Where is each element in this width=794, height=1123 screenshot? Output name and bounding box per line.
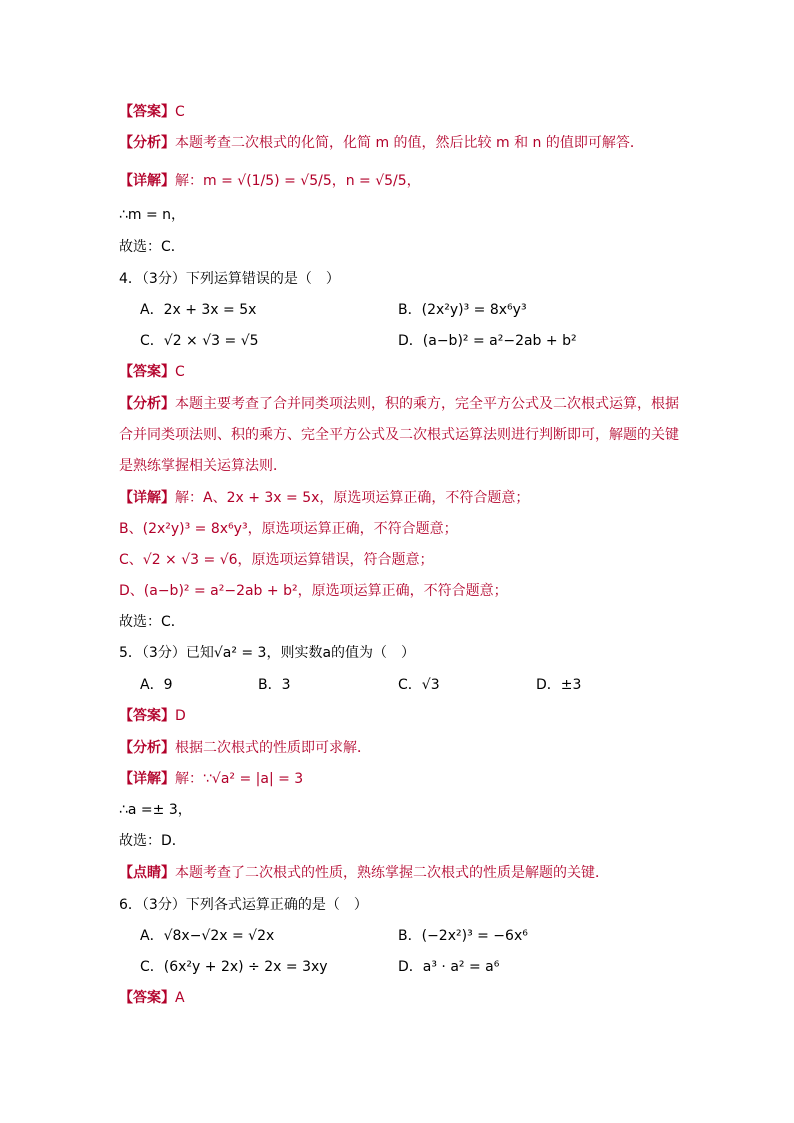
detail-text: 解：m = √(1/5) = √5/5，n = √5/5，	[175, 173, 421, 189]
answer-value: A	[175, 990, 185, 1006]
q5-analysis	[119, 738, 371, 758]
detail-text: 解：∵√a² = |a| = 3	[175, 771, 304, 787]
q5-stem: 5．（3分）已知√a² = 3，则实数a的值为（ ）	[119, 645, 416, 661]
q5-comment	[119, 863, 609, 883]
analysis-tag: 【分析】	[119, 396, 175, 412]
q5-choose: 故选：D．	[119, 833, 186, 849]
q4-answer	[119, 362, 185, 382]
analysis-text: 根据二次根式的性质即可求解．	[175, 740, 371, 756]
q6-answer	[119, 988, 185, 1008]
q4-analysis-line-2: 合并同类项法则、积的乘方、完全平方公式及二次根式运算法则进行判断即可，解题的关键	[119, 427, 679, 443]
q4-option-c: C．√2 × √3 = √5	[140, 333, 259, 349]
q6-option-a: A．√8x−√2x = √2x	[140, 928, 275, 944]
q5-option-d: D．±3	[536, 677, 582, 693]
q4-choose: 故选：C．	[119, 614, 185, 630]
analysis-text: 本题主要考查了合并同类项法则，积的乘方，完全平方公式及二次根式运算，根据	[175, 396, 679, 412]
q6-stem: 6．（3分）下列各式运算正确的是（ ）	[119, 897, 368, 913]
q3-answer	[119, 102, 185, 122]
answer-value: C	[175, 364, 185, 380]
q3-choose: 故选：C．	[119, 239, 185, 255]
q5-option-a: A．9	[140, 677, 173, 693]
analysis-tag: 【分析】	[119, 135, 175, 151]
q3-analysis	[119, 133, 644, 153]
answer-tag: 【答案】	[119, 104, 175, 120]
q5-option-c: C．√3	[398, 677, 440, 693]
q4-detail-line-2: B、(2x²y)³ = 8x⁶y³，原选项运算正确，不符合题意；	[119, 521, 458, 537]
answer-tag: 【答案】	[119, 708, 175, 724]
analysis-text: 本题考查二次根式的化简，化简 m 的值，然后比较 m 和 n 的值即可解答．	[175, 135, 644, 151]
answer-tag: 【答案】	[119, 364, 175, 380]
q4-option-d: D．(a−b)² = a²−2ab + b²	[398, 333, 577, 349]
q5-answer	[119, 706, 186, 726]
detail-text: 解：A、2x + 3x = 5x，原选项运算正确，不符合题意；	[175, 490, 530, 506]
q6-option-d: D．a³ · a² = a⁶	[398, 959, 500, 975]
answer-tag: 【答案】	[119, 990, 175, 1006]
answer-value: D	[175, 708, 186, 724]
detail-tag: 【详解】	[119, 490, 175, 506]
q4-detail-line-3: C、√2 × √3 = √6，原选项运算错误，符合题意；	[119, 552, 434, 568]
q4-stem: 4．（3分）下列运算错误的是（ ）	[119, 271, 340, 287]
q6-option-b: B．(−2x²)³ = −6x⁶	[398, 928, 528, 944]
answer-value: C	[175, 104, 185, 120]
q3-conclusion: ∴m = n，	[119, 207, 186, 223]
q4-detail-line-4: D、(a−b)² = a²−2ab + b²，原选项运算正确，不符合题意；	[119, 583, 508, 599]
q5-conclusion: ∴a =± 3，	[119, 802, 192, 818]
q5-detail	[119, 769, 303, 789]
q4-detail-line-1	[119, 488, 529, 508]
detail-tag: 【详解】	[119, 173, 175, 189]
analysis-tag: 【分析】	[119, 740, 175, 756]
comment-text: 本题考查了二次根式的性质，熟练掌握二次根式的性质是解题的关键．	[175, 865, 609, 881]
q4-analysis-line-1	[119, 394, 679, 414]
q4-option-a: A．2x + 3x = 5x	[140, 302, 257, 318]
comment-tag: 【点睛】	[119, 865, 175, 881]
q3-detail	[119, 171, 421, 191]
q4-analysis-line-3: 是熟练掌握相关运算法则．	[119, 458, 287, 474]
q5-option-b: B．3	[258, 677, 291, 693]
q4-option-b: B．(2x²y)³ = 8x⁶y³	[398, 302, 527, 318]
q6-option-c: C．(6x²y + 2x) ÷ 2x = 3xy	[140, 959, 328, 975]
detail-tag: 【详解】	[119, 771, 175, 787]
